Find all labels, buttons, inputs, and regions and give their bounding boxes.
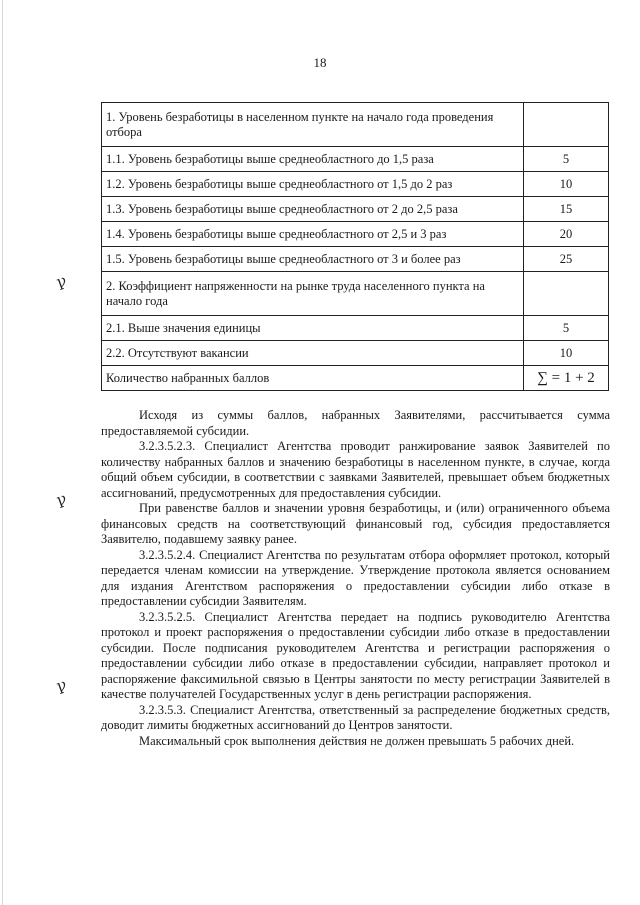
table-row [102, 147, 609, 172]
table-row [102, 316, 609, 341]
table-row [102, 247, 609, 272]
table-row [102, 272, 609, 316]
total-label-cell: Количество набранных баллов [102, 366, 524, 391]
table-row [102, 341, 609, 366]
criterion-cell: 2. Коэффициент напряженности на рынке труда населенного пункта на начало года [102, 272, 524, 316]
paragraph: Исходя из суммы баллов, набранных Заявителями, рассчитывается сумма предоставляемой субсидии. [101, 408, 610, 438]
criterion-cell: 1. Уровень безработицы в населенном пункте на начало года проведения отбора [102, 103, 524, 147]
points-cell: 5 [524, 147, 609, 172]
criterion-cell: 1.5. Уровень безработицы выше среднеобластного от 3 и более раз [102, 247, 524, 272]
points-cell: 5 [524, 316, 609, 341]
page-number: 18 [313, 55, 327, 70]
margin-hole-mark: ꝩ [54, 676, 69, 696]
criterion-cell: 1.4. Уровень безработицы выше среднеобластного от 2,5 и 3 раз [102, 222, 524, 247]
points-cell [524, 103, 609, 147]
points-cell: 10 [524, 172, 609, 197]
points-cell: 15 [524, 197, 609, 222]
table-row [102, 172, 609, 197]
paragraph: При равенстве баллов и значении уровня безработицы, и (или) ограниченного объема финансовых средств на соответствующий финансовый год, субсидия предоставляется Заявителю, подавшему заявку ранее. [101, 501, 610, 546]
criterion-cell: 1.3. Уровень безработицы выше среднеобластного от 2 до 2,5 раза [102, 197, 524, 222]
points-cell: 25 [524, 247, 609, 272]
criteria-table [101, 102, 609, 391]
table-row [102, 366, 609, 391]
margin-hole-mark: ꝩ [54, 272, 69, 292]
paragraph: 3.2.3.5.2.5. Специалист Агентства передает на подпись руководителю Агентства протокол и проект распоряжения о предоставлении субсидии либо отказе в предоставлении субсидии. После подписания руководителем Агентства и регистрации распоряжения о предоставлении субсидии либо отказе в предоставлении субсидии, направляет протокол и распоряжение факсимильной связью в Центры занятости по месту регистрации Заявителей в качестве получателей Государственных услуг в день регистрации распоряжения. [101, 609, 610, 701]
criterion-cell: 1.1. Уровень безработицы выше среднеобластного до 1,5 раза [102, 147, 524, 172]
table-row [102, 103, 609, 147]
margin-hole-mark: ꝩ [54, 490, 69, 510]
body-text [101, 408, 610, 749]
points-cell: 20 [524, 222, 609, 247]
scan-edge-line [2, 0, 3, 905]
criterion-cell: 2.2. Отсутствуют вакансии [102, 341, 524, 366]
paragraph: 3.2.3.5.3. Специалист Агентства, ответственный за распределение бюджетных средств, доводит лимиты бюджетных ассигнований до Центров занятости. [101, 702, 610, 732]
paragraph: 3.2.3.5.2.3. Специалист Агентства проводит ранжирование заявок Заявителей по количеству набранных баллов и значению безработицы в населенном пункте, в случае, когда общий объем субсидии, в соответствии с заявками Заявителей, превышает объем бюджетных ассигнований, предусмотренных для предоставления субсидии. [101, 439, 610, 500]
points-cell: 10 [524, 341, 609, 366]
table-row [102, 197, 609, 222]
paragraph: Максимальный срок выполнения действия не должен превышать 5 рабочих дней. [139, 733, 575, 748]
criterion-cell: 1.2. Уровень безработицы выше среднеобластного от 1,5 до 2 раз [102, 172, 524, 197]
points-cell [524, 272, 609, 316]
table-row [102, 222, 609, 247]
paragraph: 3.2.3.5.2.4. Специалист Агентства по результатам отбора оформляет протокол, который передается членам комиссии на утверждение. Утверждение протокола является основанием для издания Агентством распоряжения о предоставлении субсидии либо отказе в предоставлении субсидии Заявителям. [101, 547, 610, 608]
criterion-cell: 2.1. Выше значения единицы [102, 316, 524, 341]
sum-formula-cell: ∑ = 1 + 2 [524, 366, 609, 391]
